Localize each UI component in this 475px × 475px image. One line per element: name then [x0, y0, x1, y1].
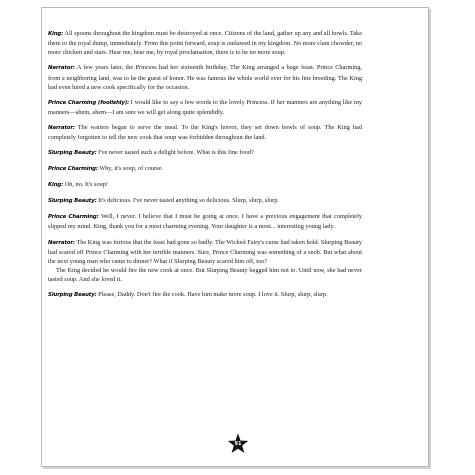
script-line — [48, 148, 362, 158]
line-text: Please, Daddy. Don't fire the cook. Have him make more soup. I love it. Slurp, slurp, slurp. — [96, 291, 328, 299]
speaker-label: Prince Charming: — [48, 166, 98, 173]
speaker-label: Slurping Beauty: — [48, 150, 97, 157]
script-line — [48, 290, 362, 300]
speaker-label: Narrator: — [48, 65, 75, 72]
script-text — [48, 29, 362, 306]
speaker-label: Narrator: — [48, 239, 75, 246]
line-text: I would like to say a few words to the lovely Princess. If her manners are anything like my manners—ahem, ahem—I am sure we will get along quite splendidly. — [48, 98, 362, 116]
line-text: I've never tasted such a delight before. What is this fine food? — [96, 149, 254, 157]
script-line — [48, 180, 362, 190]
line-text: The King was furious that the feast had gone so badly. The Wicked Fairy's curse had taken hold. Slurping Beauty had scared off Prince Charming with her terrible manners. Sure, Prince Charming was something of a snob. But what about the next young man who came to dinner? What if Slurping Beauty scared him off, too? — [48, 238, 362, 265]
speaker-label: Prince Charming (foolishly): — [48, 99, 130, 106]
speaker-label: Slurping Beauty: — [48, 292, 97, 299]
script-line — [48, 164, 362, 174]
speaker-label: Narrator: — [48, 124, 75, 131]
script-line — [48, 238, 362, 266]
script-line — [48, 29, 362, 57]
line-text: It's delicious. I've never tasted anything so delicious. Slurp, slurp, slurp. — [96, 197, 279, 205]
line-text: All spoons throughout the kingdom must be destroyed at once. Citizens of the land, gather up any and all bowls. Take them to the royal dump, immediately. From this point forward, soup is outlawed in my kingdom. No more clam chowder, no more chicken and stars. Hear me, hear me, by royal proclamation, there is to be no more soup. — [48, 30, 362, 57]
speaker-label: Slurping Beauty: — [48, 198, 97, 205]
speaker-label: Prince Charming: — [48, 214, 99, 221]
script-line — [48, 98, 362, 117]
line-text: The King decided he would fire the new cook at once. But Slurping Beauty begged him not to. Until now, she had never tasted soup. And she loved it. — [48, 266, 362, 284]
speaker-label: King: — [48, 31, 64, 37]
script-line — [48, 63, 362, 91]
line-text: Why, it's soup, of course. — [97, 165, 163, 173]
line-text: Oh, no. It's soup! — [63, 181, 109, 189]
line-text: The waiters began to serve the meal. To the King's horror, they set down bowls of soup. The King had completely forgotten to tell the new cook that soup was forbidden throughout the land. — [48, 123, 362, 142]
script-line — [48, 196, 362, 206]
line-text: A few years later, the Princess had her sixteenth birthday. The King arranged a huge feast. Prince Charming, from a neighboring land, was to be the guest of honor. He was famous the whole world over for his fine breeding. The King had even hired a new cook specifically for the occasion. — [48, 64, 362, 91]
narration-continuation — [48, 266, 362, 284]
line-text: Well, I never. I believe that I must be going at once. I have a previous engagement that completely slipped my mind. King, thank you for a most charming evening. Your daughter is a most... interesting young lady. — [48, 213, 362, 231]
speaker-label: King: — [48, 182, 64, 189]
script-line — [48, 123, 362, 142]
page-number: 91 — [234, 441, 242, 447]
script-line — [48, 212, 362, 231]
